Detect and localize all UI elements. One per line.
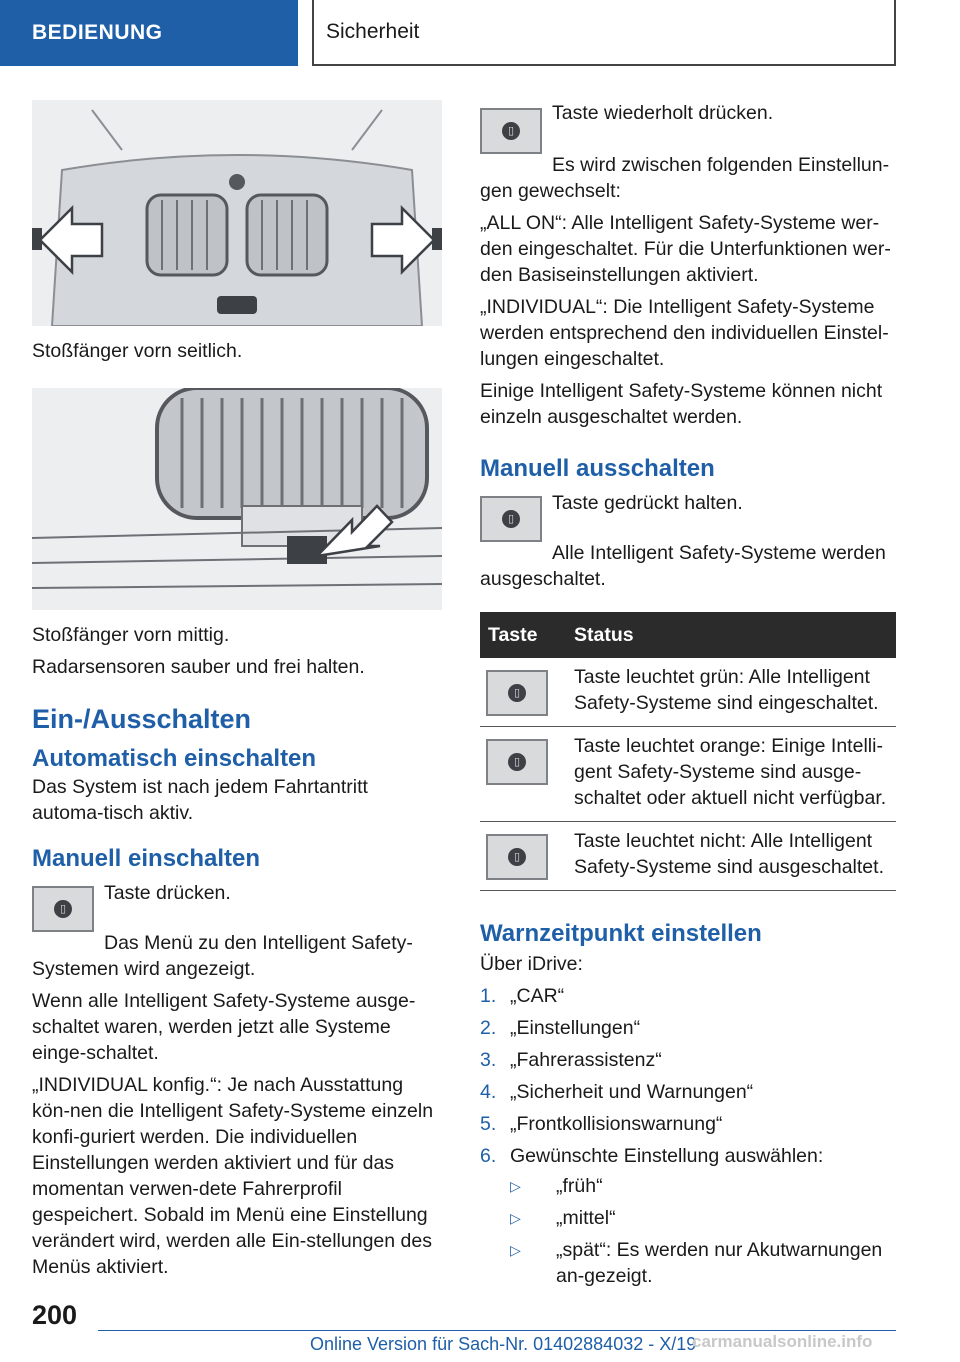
section-title: Sicherheit	[312, 0, 896, 66]
heading-on-off: Ein-/Ausschalten	[32, 704, 252, 734]
caption-side: Stoßfänger vorn seitlich.	[32, 340, 243, 362]
idrive-label: Über iDrive:	[480, 953, 583, 975]
car-front-side-illustration	[32, 100, 442, 326]
individual-note: „INDIVIDUAL“: Die Intelligent Safety-Systeme werden entsprechend den individuellen Einstel-lungen eingeschaltet.	[480, 296, 889, 370]
heading-warning-time: Warnzeitpunkt einstellen	[480, 920, 762, 947]
button-repeat-desc: Es wird zwischen folgenden Einstellun-gen gewechselt:	[480, 154, 890, 202]
status-text: Taste leuchtet orange: Einige Intelli-gent Safety-Systeme sind ausge-schaltet oder aktuell nicht verfügbar.	[566, 727, 896, 822]
list-item: 1. „CAR“	[480, 985, 565, 1007]
steps-list	[480, 983, 896, 1295]
status-text: Taste leuchtet grün: Alle Intelligent Safety-Systeme sind eingeschaltet.	[566, 658, 896, 727]
button-press-label: Taste drücken.	[104, 882, 231, 904]
safety-icon: ▯	[508, 848, 526, 866]
bumper-side-photo	[32, 100, 442, 326]
list-item: 6. Gewünschte Einstellung auswählen: ▷ „früh“ ▷ „mittel“ ▷ „spät“: Es werden nur Akutwarnungen an-gezeigt.	[480, 1143, 896, 1295]
safety-icon: ▯	[508, 684, 526, 702]
car-front-center-illustration	[32, 388, 442, 610]
table-row	[480, 822, 896, 891]
list-item: ▷ „spät“: Es werden nur Akutwarnungen an-gezeigt.	[510, 1239, 883, 1287]
safety-button-image	[480, 496, 542, 542]
list-item: 4. „Sicherheit und Warnungen“	[480, 1081, 754, 1103]
radar-note: Radarsensoren sauber und frei halten.	[32, 656, 365, 678]
individual-config-note: „INDIVIDUAL konfig.“: Je nach Ausstattung kön-nen die Intelligent Safety-Systeme einzeln konfi-guriert werden. Die individuellen Einstellungen werden aktiviert und für das momentan verwen-dete Fahrerprofil gespeichert. Sobald im Menü eine Einstellung verändert wird, werden alle Ein-stellungen des Menüs aktiviert.	[32, 1074, 434, 1278]
button-hold-desc: Alle Intelligent Safety-Systeme werden ausgeschaltet.	[480, 542, 886, 590]
heading-manual-off: Manuell ausschalten	[480, 455, 715, 482]
caption-center: Stoßfänger vorn mittig.	[32, 624, 230, 646]
table-row	[480, 727, 896, 822]
all-on-note: „ALL ON“: Alle Intelligent Safety-Systeme wer-den eingeschaltet. Für die Unterfunktionen wer-den Basiseinstellungen aktiviert.	[480, 212, 891, 286]
list-item: 5. „Frontkollisionswarnung“	[480, 1113, 723, 1135]
table-header-status: Status	[566, 612, 896, 658]
heading-auto-on: Automatisch einschalten	[32, 745, 317, 772]
triangle-bullet-icon: ▷	[510, 1178, 521, 1194]
safety-button-image	[486, 739, 548, 785]
safety-button-image	[486, 834, 548, 880]
list-item: ▷ „früh“	[510, 1175, 603, 1197]
chapter-tab: BEDIENUNG	[0, 0, 298, 66]
all-off-note: Wenn alle Intelligent Safety-Systeme ausge-schaltet waren, werden jetzt alle Systeme einge-schaltet.	[32, 990, 416, 1064]
safety-button-image	[486, 670, 548, 716]
bumper-center-photo	[32, 388, 442, 610]
safety-icon: ▯	[502, 510, 520, 528]
button-press-desc: Das Menü zu den Intelligent Safety-Systemen wird angezeigt.	[32, 932, 413, 980]
footer-version: Online Version für Sach-Nr. 01402884032 - X/19	[310, 1334, 697, 1354]
table-header-button: Taste	[480, 612, 566, 658]
button-hold-row	[480, 490, 896, 542]
safety-button-image	[32, 886, 94, 932]
safety-icon: ▯	[508, 753, 526, 771]
triangle-bullet-icon: ▷	[510, 1242, 521, 1258]
button-hold-label: Taste gedrückt halten.	[552, 492, 743, 514]
button-repeat-row	[480, 100, 896, 154]
table-row	[480, 658, 896, 727]
status-table	[480, 612, 896, 891]
auto-on-text: Das System ist nach jedem Fahrtantritt automa-tisch aktiv.	[32, 776, 368, 824]
triangle-bullet-icon: ▷	[510, 1210, 521, 1226]
left-column	[32, 100, 442, 1286]
page-number: 200	[32, 1300, 78, 1330]
status-text: Taste leuchtet nicht: Alle Intelligent Safety-Systeme sind ausgeschaltet.	[566, 822, 896, 891]
button-repeat-label: Taste wiederholt drücken.	[552, 102, 774, 124]
button-press-row	[32, 880, 442, 932]
watermark: carmanualsonline.info	[692, 1332, 873, 1351]
safety-icon: ▯	[54, 900, 72, 918]
list-item: 2. „Einstellungen“	[480, 1017, 641, 1039]
list-item: ▷ „mittel“	[510, 1207, 616, 1229]
right-column	[480, 100, 896, 1301]
heading-manual-on: Manuell einschalten	[32, 845, 261, 872]
safety-button-image	[480, 108, 542, 154]
footer-divider	[98, 1330, 896, 1331]
list-item: 3. „Fahrerassistenz“	[480, 1049, 662, 1071]
options-list	[510, 1173, 896, 1295]
safety-icon: ▯	[502, 122, 520, 140]
some-systems-note: Einige Intelligent Safety-Systeme können nicht einzeln ausgeschaltet werden.	[480, 380, 883, 428]
